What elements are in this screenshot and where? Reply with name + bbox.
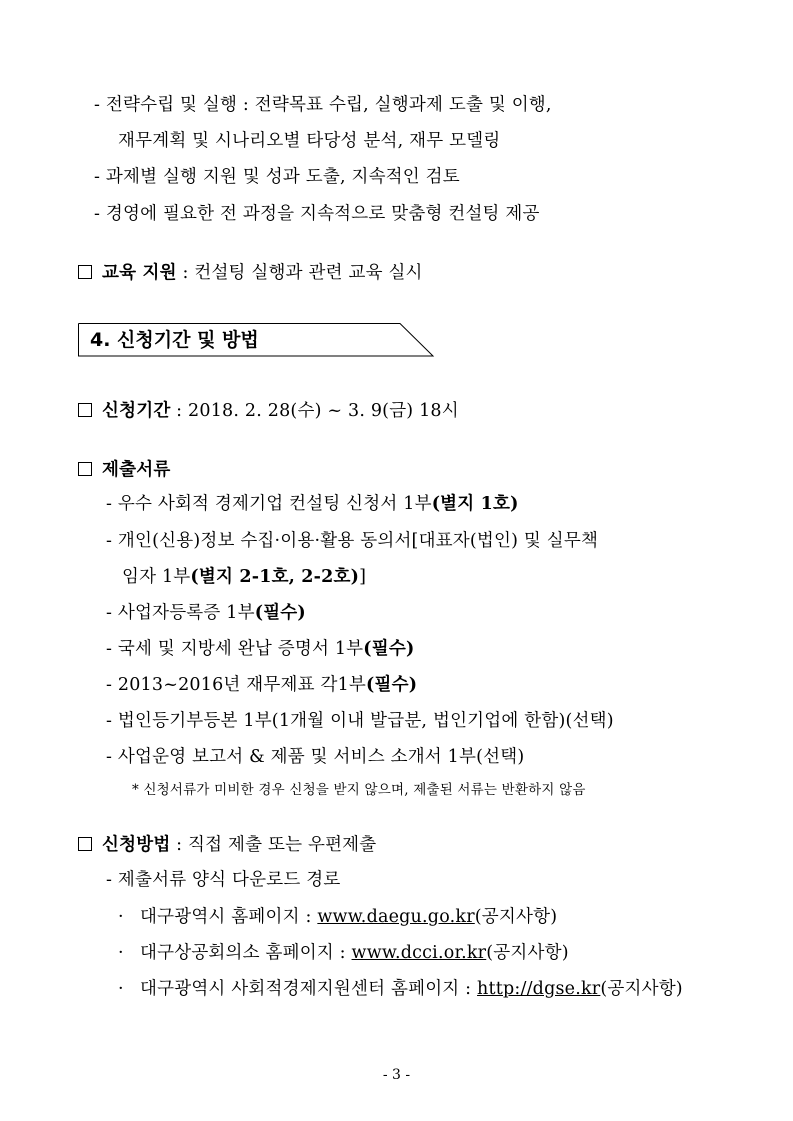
- documents-note: * 신청서류가 미비한 경우 신청을 받지 않으며, 제출된 서류는 반환하지 않음: [132, 782, 586, 798]
- site-item: [118, 942, 569, 964]
- page-number: - 3 -: [382, 1067, 411, 1083]
- section-heading-box: [78, 323, 438, 359]
- document-item-text: - 우수 사회적 경제기업 컨설팅 신청서 1부: [106, 494, 432, 514]
- document-item: [106, 638, 414, 660]
- bullet-dot-icon: ·: [118, 979, 124, 999]
- site-name: 대구상공회의소 홈페이지 :: [140, 943, 352, 963]
- site-item: [118, 978, 683, 1000]
- education-line: [78, 262, 423, 284]
- strategy-item: - 전략수립 및 실행 : 전략목표 수립, 실행과제 도출 및 이행,: [94, 95, 552, 115]
- site-suffix: (공지사항): [600, 979, 683, 999]
- checkbox-square-icon: [78, 265, 92, 279]
- strategy-item-cont: 재무계획 및 시나리오별 타당성 분석, 재무 모델링: [118, 131, 501, 151]
- site-link[interactable]: http://dgse.kr: [477, 979, 601, 999]
- method-text: : 직접 제출 또는 우편제출: [170, 835, 377, 855]
- method-sub: - 제출서류 양식 다운로드 경로: [106, 870, 341, 890]
- document-item-text: - 법인등기부등본 1부(1개월 이내 발급분, 법인기업에 한함)(선택): [106, 711, 614, 731]
- site-name: 대구광역시 홈페이지 :: [140, 907, 318, 927]
- task-support-item: - 과제별 실행 지원 및 성과 도출, 지속적인 검토: [94, 167, 460, 187]
- document-item-text: - 개인(신용)정보 수집·이용·활용 동의서[대표자(법인) 및 실무책: [106, 531, 599, 551]
- checkbox-square-icon: [78, 403, 92, 417]
- site-link[interactable]: www.daegu.go.kr: [317, 907, 475, 927]
- document-item-bold: (필수): [363, 639, 415, 659]
- bullet-dot-icon: ·: [118, 907, 124, 927]
- document-item-tail: ]: [359, 567, 367, 587]
- document-item-text: - 사업운영 보고서 & 제품 및 서비스 소개서 1부(선택): [106, 747, 525, 767]
- site-suffix: (공지사항): [486, 943, 569, 963]
- document-item-bold: (별지 2-1호, 2-2호): [190, 567, 360, 587]
- document-item-text: - 국세 및 지방세 완납 증명서 1부: [106, 639, 364, 659]
- document-item: [106, 493, 519, 515]
- document-item-bold: (필수): [366, 675, 418, 695]
- site-name: 대구광역시 사회적경제지원센터 홈페이지 :: [140, 979, 478, 999]
- period-text: : 2018. 2. 28(수) ~ 3. 9(금) 18시: [170, 401, 459, 421]
- period-line: [78, 400, 459, 422]
- document-item: [106, 602, 306, 624]
- period-label: 신청기간: [102, 401, 171, 421]
- document-item-text: 임자 1부: [122, 567, 191, 587]
- site-link[interactable]: www.dcci.or.kr: [351, 943, 487, 963]
- checkbox-square-icon: [78, 837, 92, 851]
- document-item: [106, 746, 524, 768]
- documents-label: 제출서류: [102, 460, 171, 480]
- document-item: [106, 530, 598, 552]
- bullet-dot-icon: ·: [118, 943, 124, 963]
- custom-consulting-item: - 경영에 필요한 전 과정을 지속적으로 맞춤형 컨설팅 제공: [94, 204, 540, 224]
- document-item-bold: (별지 1호): [431, 494, 519, 514]
- method-line: [78, 834, 376, 856]
- site-suffix: (공지사항): [474, 907, 558, 927]
- site-item: [118, 906, 557, 928]
- education-label: 교육 지원: [102, 263, 177, 283]
- education-text: : 컨설팅 실행과 관련 교육 실시: [176, 263, 423, 283]
- checkbox-square-icon: [78, 462, 92, 476]
- document-item: [106, 674, 417, 696]
- document-item-cont: [122, 566, 366, 588]
- document-item: [106, 710, 614, 732]
- documents-heading: [78, 459, 170, 481]
- document-item-text: - 2013~2016년 재무제표 각1부: [106, 675, 367, 695]
- document-item-bold: (필수): [254, 603, 306, 623]
- section-title: 4. 신청기간 및 방법: [90, 329, 259, 351]
- method-label: 신청방법: [102, 835, 171, 855]
- document-item-text: - 사업자등록증 1부: [106, 603, 255, 623]
